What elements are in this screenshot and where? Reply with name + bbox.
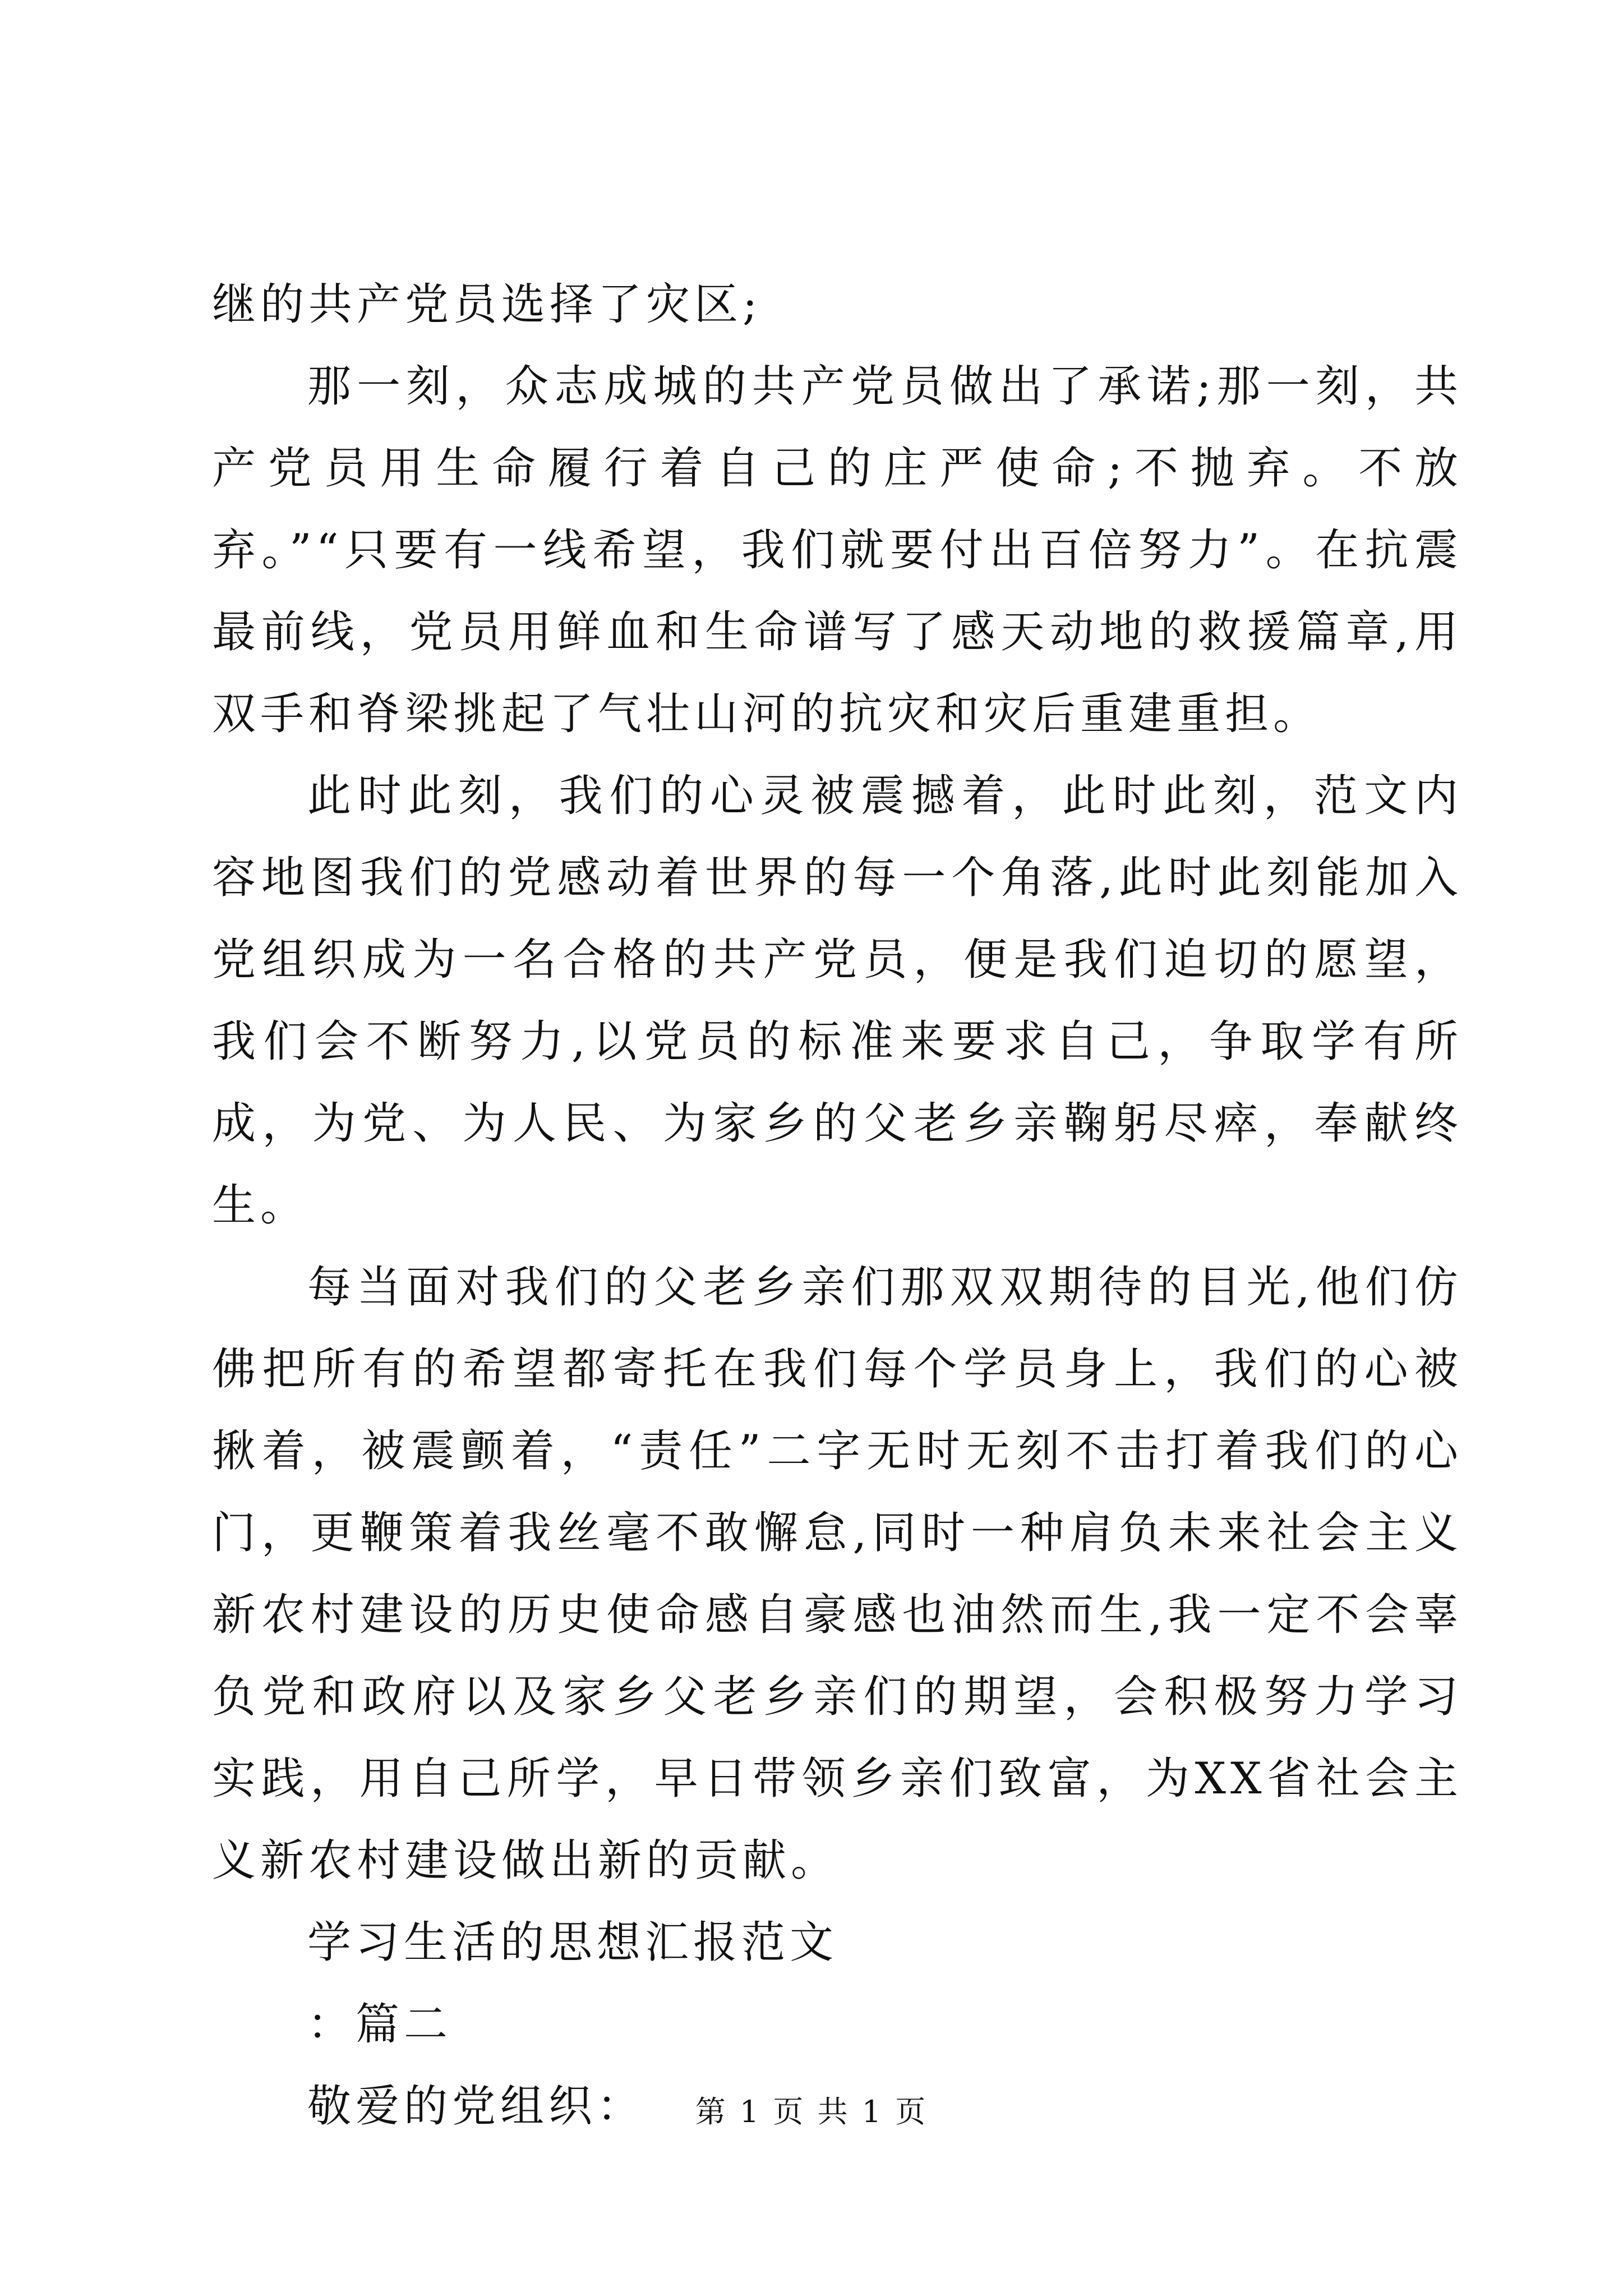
section-subtitle: ：篇二 — [307, 1999, 453, 2050]
paragraph-continuation: 继的共产党员选择了灾区; — [212, 279, 762, 330]
document-body — [212, 264, 1463, 2147]
salutation: 敬爱的党组织： — [307, 2081, 645, 2132]
paragraph: 那一刻，众志成城的共产党员做出了承诺;那一刻，共产党员用生命履行着自己的庄严使命;不抛弃。不放弃。”“只要有一线希望，我们就要付出百倍努力”。在抗震最前线，党员用鲜血和生命谱写了感天动地的救援篇章,用双手和脊梁挑起了气壮山河的抗灾和灾后重建重担。 — [212, 361, 1463, 739]
page-footer: 第 1 页 共 1 页 — [695, 2094, 928, 2129]
paragraph: 每当面对我们的父老乡亲们那双双期待的目光,他们仿佛把所有的希望都寄托在我们每个学员身上，我们的心被揪着，被震颤着，“责任”二字无时无刻不击打着我们的心门，更鞭策着我丝毫不敢懈怠,同时一种肩负未来社会主义新农村建设的历史使命感自豪感也油然而生,我一定不会辜负党和政府以及家乡父老乡亲们的期望，会积极努力学习实践，用自己所学，早日带领乡亲们致富，为XX省社会主义新农村建设做出新的贡献。 — [212, 1262, 1463, 1886]
paragraph: 此时此刻，我们的心灵被震撼着，此时此刻，范文内容地图我们的党感动着世界的每一个角落,此时此刻能加入党组织成为一名合格的共产党员，便是我们迫切的愿望，我们会不断努力,以党员的标准来要求自己，争取学有所成，为党、为人民、为家乡的父老乡亲鞠躬尽瘁，奉献终生。 — [212, 771, 1463, 1231]
section-title: 学习生活的思想汇报范文 — [307, 1917, 838, 1968]
